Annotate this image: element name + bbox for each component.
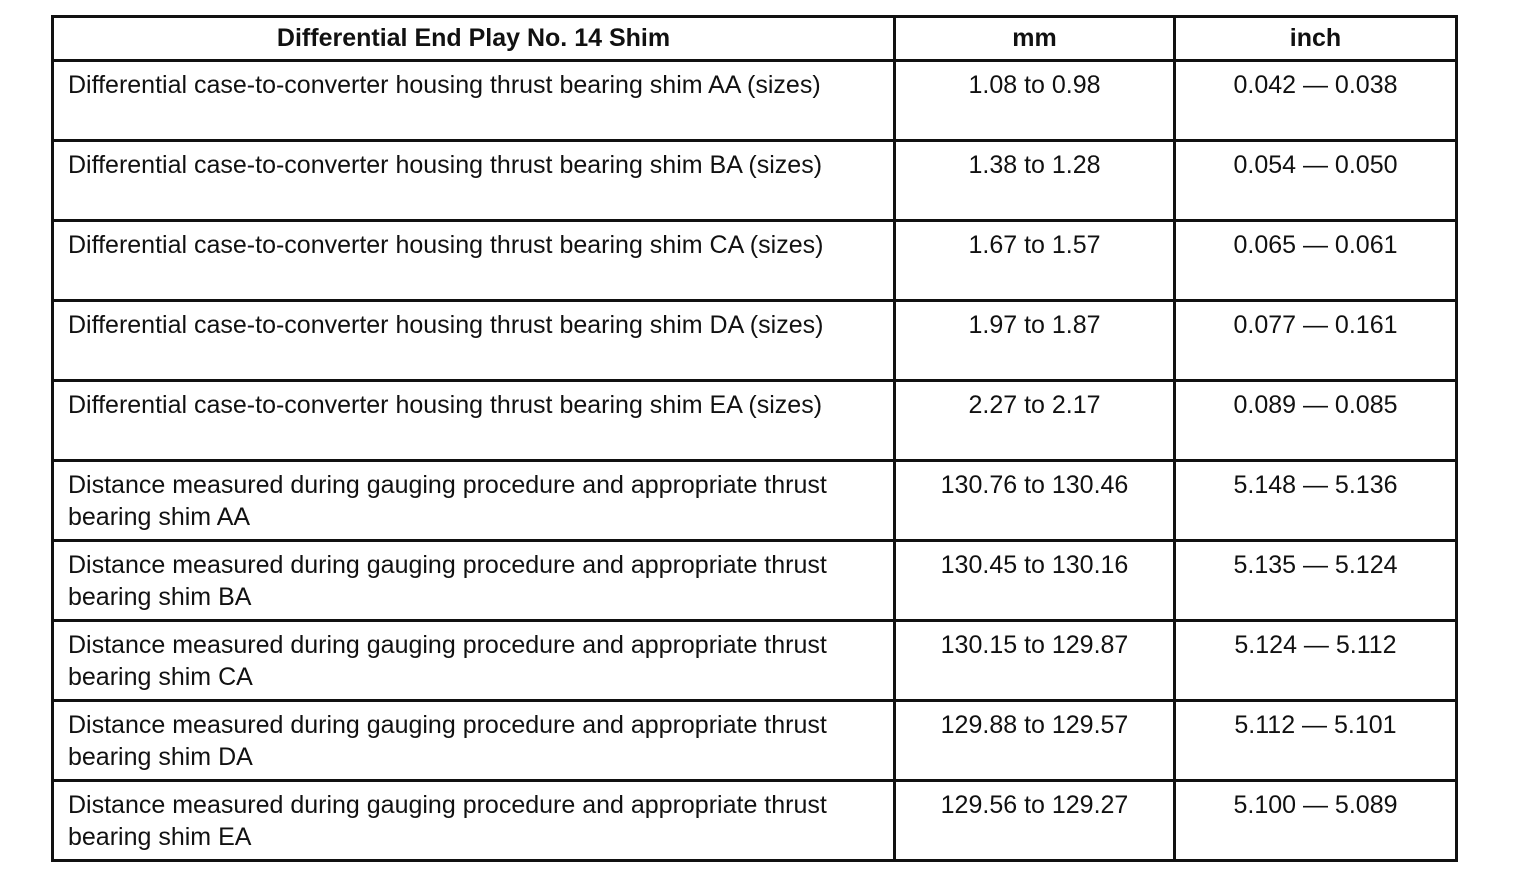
row-mm-value: 130.76 to 130.46 — [895, 461, 1175, 541]
table-row — [53, 141, 1457, 221]
row-inch-value: 5.100 — 5.089 — [1175, 781, 1457, 861]
table-row — [53, 61, 1457, 141]
table-row — [53, 381, 1457, 461]
table-row — [53, 221, 1457, 301]
row-mm-value: 1.97 to 1.87 — [895, 301, 1175, 381]
row-inch-value: 0.065 — 0.061 — [1175, 221, 1457, 301]
row-description: Distance measured during gauging procedure and appropriate thrust bearing shim DA — [53, 701, 895, 781]
row-inch-value: 5.148 — 5.136 — [1175, 461, 1457, 541]
table-row — [53, 301, 1457, 381]
table-row — [53, 781, 1457, 861]
row-description: Differential case-to-converter housing thrust bearing shim EA (sizes) — [53, 381, 895, 461]
row-description: Differential case-to-converter housing thrust bearing shim AA (sizes) — [53, 61, 895, 141]
header-mm: mm — [895, 17, 1175, 61]
row-inch-value: 5.124 — 5.112 — [1175, 621, 1457, 701]
row-description: Distance measured during gauging procedure and appropriate thrust bearing shim BA — [53, 541, 895, 621]
row-inch-value: 0.089 — 0.085 — [1175, 381, 1457, 461]
row-inch-value: 5.112 — 5.101 — [1175, 701, 1457, 781]
row-mm-value: 130.45 to 130.16 — [895, 541, 1175, 621]
row-description: Distance measured during gauging procedure and appropriate thrust bearing shim AA — [53, 461, 895, 541]
row-description: Differential case-to-converter housing thrust bearing shim DA (sizes) — [53, 301, 895, 381]
row-mm-value: 129.56 to 129.27 — [895, 781, 1175, 861]
row-inch-value: 0.077 — 0.161 — [1175, 301, 1457, 381]
row-description: Distance measured during gauging procedure and appropriate thrust bearing shim CA — [53, 621, 895, 701]
table-row — [53, 541, 1457, 621]
row-mm-value: 1.67 to 1.57 — [895, 221, 1175, 301]
header-description: Differential End Play No. 14 Shim — [53, 17, 895, 61]
row-inch-value: 5.135 — 5.124 — [1175, 541, 1457, 621]
row-mm-value: 1.38 to 1.28 — [895, 141, 1175, 221]
row-description: Distance measured during gauging procedure and appropriate thrust bearing shim EA — [53, 781, 895, 861]
row-mm-value: 2.27 to 2.17 — [895, 381, 1175, 461]
row-description: Differential case-to-converter housing thrust bearing shim CA (sizes) — [53, 221, 895, 301]
header-inch: inch — [1175, 17, 1457, 61]
table-header-row — [53, 17, 1457, 61]
table-row — [53, 461, 1457, 541]
row-inch-value: 0.042 — 0.038 — [1175, 61, 1457, 141]
table-row — [53, 701, 1457, 781]
shim-spec-table — [51, 15, 1458, 862]
row-mm-value: 1.08 to 0.98 — [895, 61, 1175, 141]
table-row — [53, 621, 1457, 701]
row-description: Differential case-to-converter housing thrust bearing shim BA (sizes) — [53, 141, 895, 221]
row-mm-value: 129.88 to 129.57 — [895, 701, 1175, 781]
row-mm-value: 130.15 to 129.87 — [895, 621, 1175, 701]
row-inch-value: 0.054 — 0.050 — [1175, 141, 1457, 221]
